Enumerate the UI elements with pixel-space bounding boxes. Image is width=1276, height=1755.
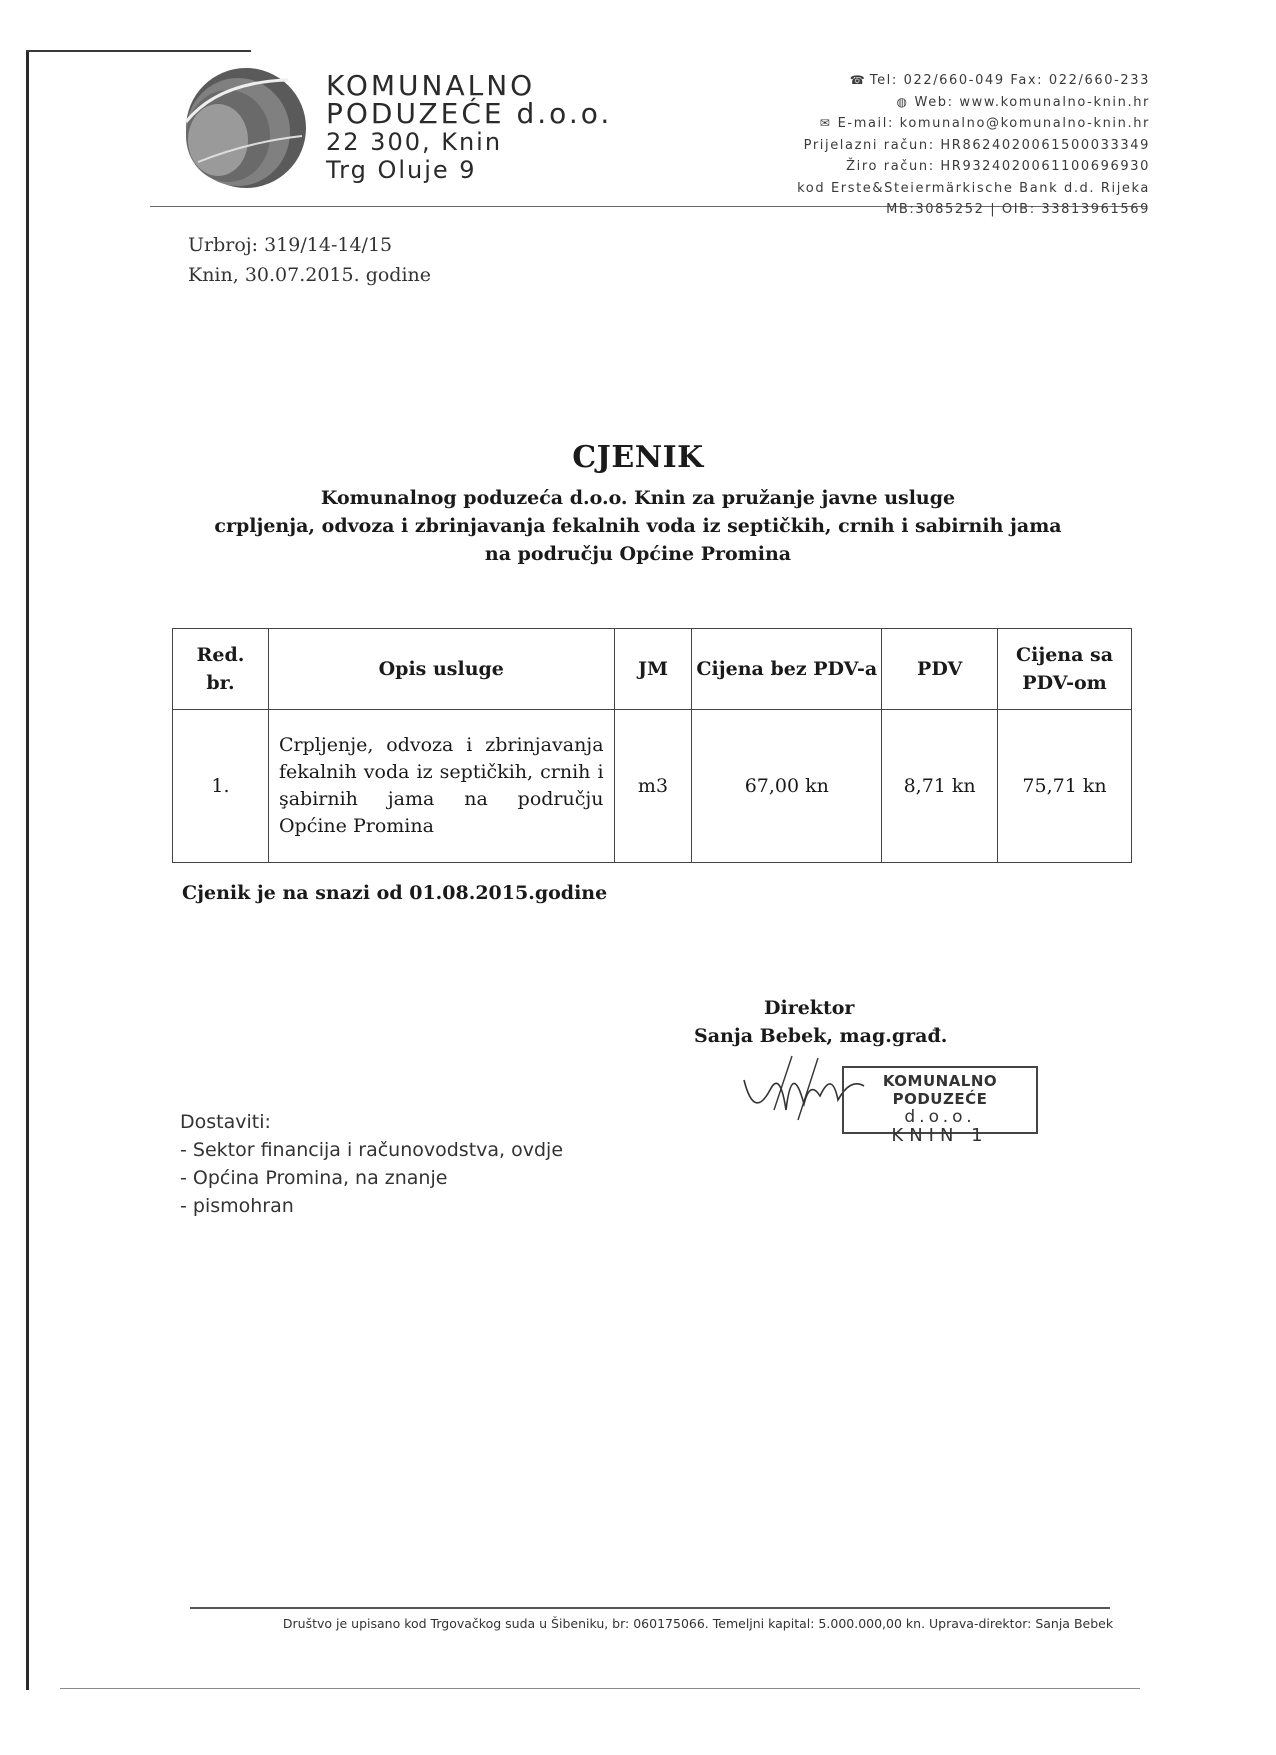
distribution-list [180,1108,563,1220]
col-header-jm: JM [614,629,692,710]
stamp-line3: KNIN 1 [891,1125,989,1146]
contact-mb-oib: MB:3085252 | OIB: 33813961569 [886,202,1150,217]
cell-bez-pdv: 67,00 kn [692,710,882,863]
document-date: Knin, 30.07.2015. godine [188,264,432,286]
col-header-pdv: PDV [882,629,998,710]
contact-web: ◍ Web: www.komunalno-knin.hr [797,92,1150,114]
table-header-row [173,629,1132,710]
company-logo-icon [178,62,308,192]
cell-sa-pdv: 75,71 kn [998,710,1132,863]
director-name: Sanja Bebek, mag.građ. [694,1025,948,1047]
subtitle-line3: na području Općine Promina [484,543,792,565]
col-header-red-br: Red. br. [173,629,269,710]
phone-icon: ☎ [849,73,867,87]
stamp-line1: KOMUNALNO PODUZEĆE [882,1072,998,1108]
price-table [172,628,1132,863]
scan-edge-left [26,50,29,1690]
stamp-line2: d.o.o. [904,1107,976,1127]
valid-from-note: Cjenik je na snazi od 01.08.2015.godine [182,882,608,904]
list-item: - Općina Promina, na znanje [180,1167,448,1189]
col-header-bez-pdv: Cijena bez PDV-a [692,629,882,710]
col-header-opis: Opis usluge [268,629,614,710]
footer-divider [190,1607,1110,1609]
cell-pdv: 8,71 kn [882,710,998,863]
company-header [326,69,613,184]
contact-ziro: Žiro račun: HR9324020061100696930 [846,159,1150,174]
document-subtitle [0,484,1276,568]
scan-edge-top [26,50,251,52]
contact-tel-fax: ☎ Tel: 022/660-049 Fax: 022/660-233 [797,70,1150,92]
contact-block [797,70,1150,221]
envelope-icon: ✉ [819,116,832,130]
director-title: Direktor [764,997,855,1019]
company-address-line1: 22 300, Knin [326,128,503,156]
urbroj: Urbroj: 319/14-14/15 [188,234,393,256]
contact-email: ✉ E-mail: komunalno@komunalno-knin.hr [797,113,1150,135]
col-header-sa-pdv: Cijena sa PDV-om [998,629,1132,710]
contact-prijelazni: Prijelazni račun: HR8624020061500033349 [803,137,1150,153]
list-item: - Sektor financija i računovodstva, ovdje [180,1139,564,1161]
cell-jm: m3 [614,710,692,863]
subtitle-line1: Komunalnog poduzeća d.o.o. Knin za pružanje javne usluge [320,487,956,509]
contact-bank: kod Erste&Steiermärkische Bank d.d. Rijeka [797,180,1150,196]
table-row [173,710,1132,863]
scan-edge-bottom [60,1688,1140,1689]
footer-note: Društvo je upisano kod Trgovačkog suda u Šibeniku, br: 060175066. Temeljni kapital: 5.000.000,00 kn. Uprava-direktor: Sanja Bebek [282,1616,1114,1631]
subtitle-line2: crpljenja, odvoza i zbrinjavanja fekalnih voda iz septičkih, crnih i sabirnih jama [214,515,1062,537]
company-address-line2: Trg Oluje 9 [326,156,477,184]
company-name-line2: PODUZEĆE d.o.o. [326,97,613,130]
company-name-line1: KOMUNALNO [326,69,536,102]
document-meta [188,230,431,290]
distribution-heading: Dostaviti: [180,1111,271,1133]
cell-red-br: 1. [173,710,269,863]
globe-icon: ◍ [896,94,909,109]
document-title: CJENIK [572,440,704,475]
list-item: - pismohran [180,1195,294,1217]
cell-opis: Crpljenje, odvoza i zbrinjavanja fekalnih voda iz septičkih, crnih i şabirnih jama na području Općine Promina [268,710,614,863]
company-stamp [842,1066,1038,1146]
